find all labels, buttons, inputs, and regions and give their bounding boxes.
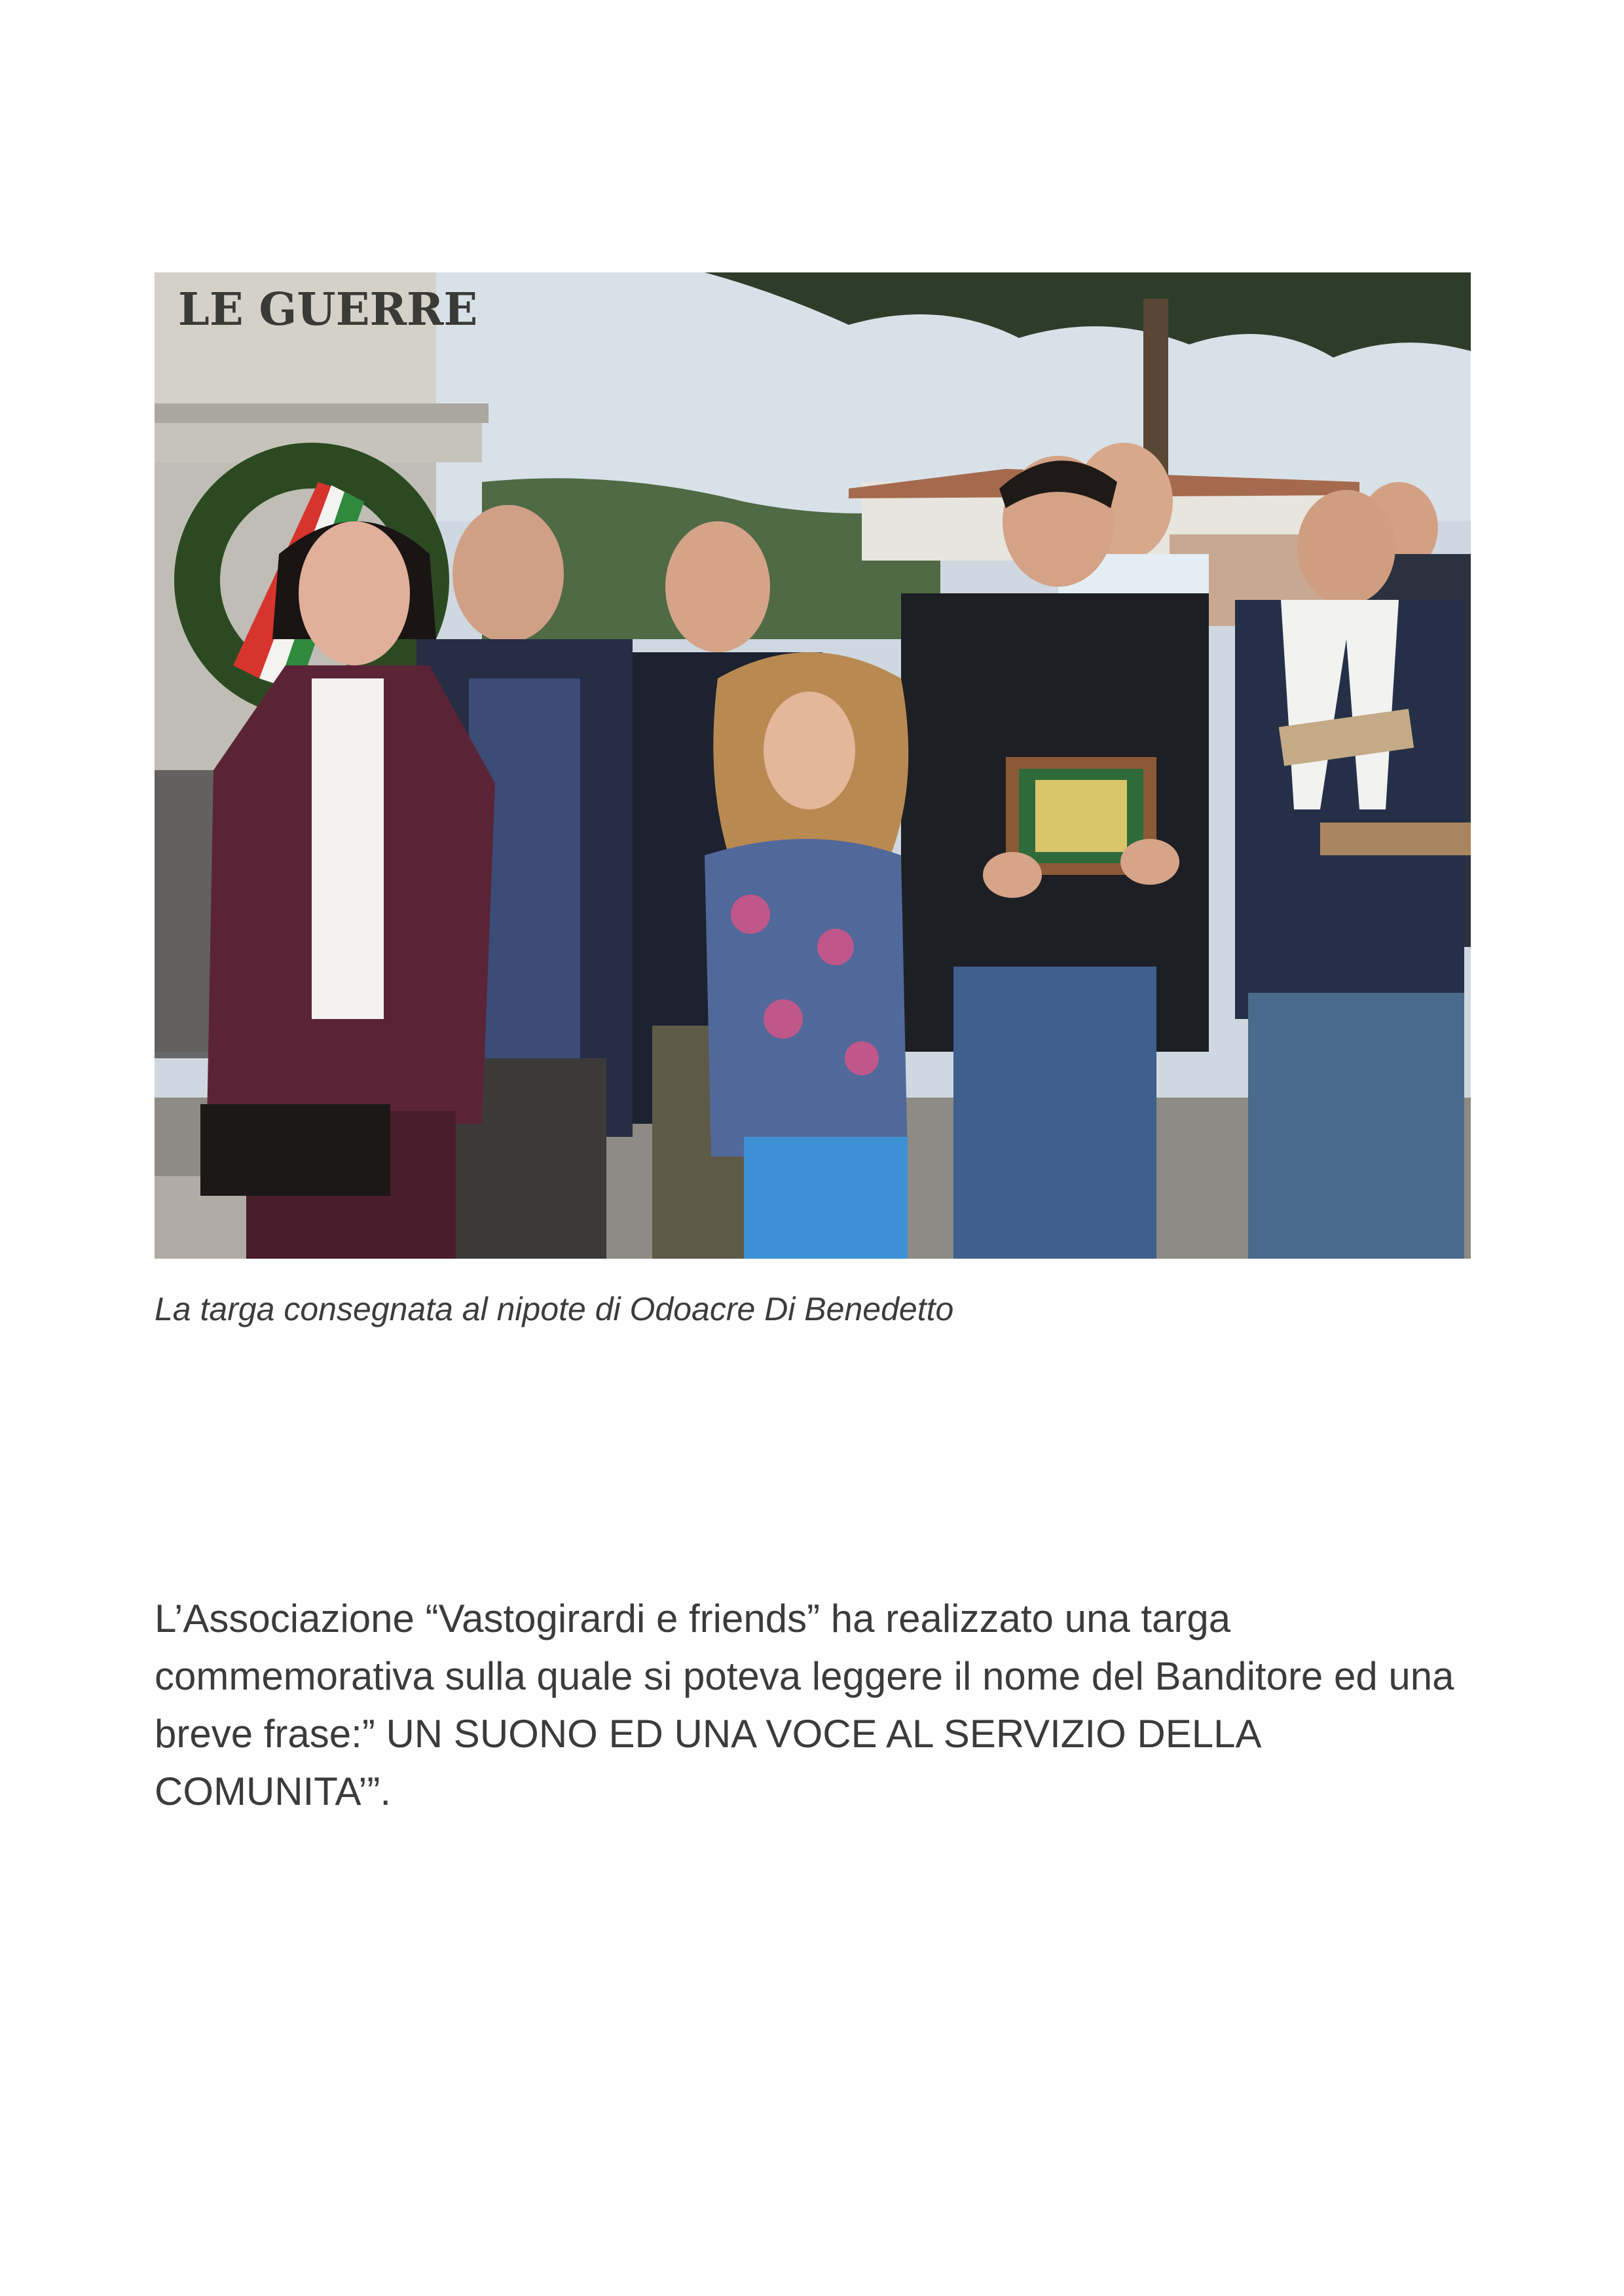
body-paragraph: L’Associazione “Vastogirardi e friends” ha realizzato una targa commemorativa sulla quale si poteva leggere il nome del Banditore ed una breve frase:” UN SUONO ED UNA VOCE AL SERVIZIO DELLA COMUNITA’”. (155, 1597, 1454, 1813)
photo-illustration (155, 272, 1471, 1259)
photo-plaque-ceremony (155, 272, 1471, 1259)
photo-caption: La targa consegnata al nipote di Odoacre Di Benedetto (155, 1291, 954, 1327)
monument-inscription: LE GUERRE (178, 284, 478, 336)
